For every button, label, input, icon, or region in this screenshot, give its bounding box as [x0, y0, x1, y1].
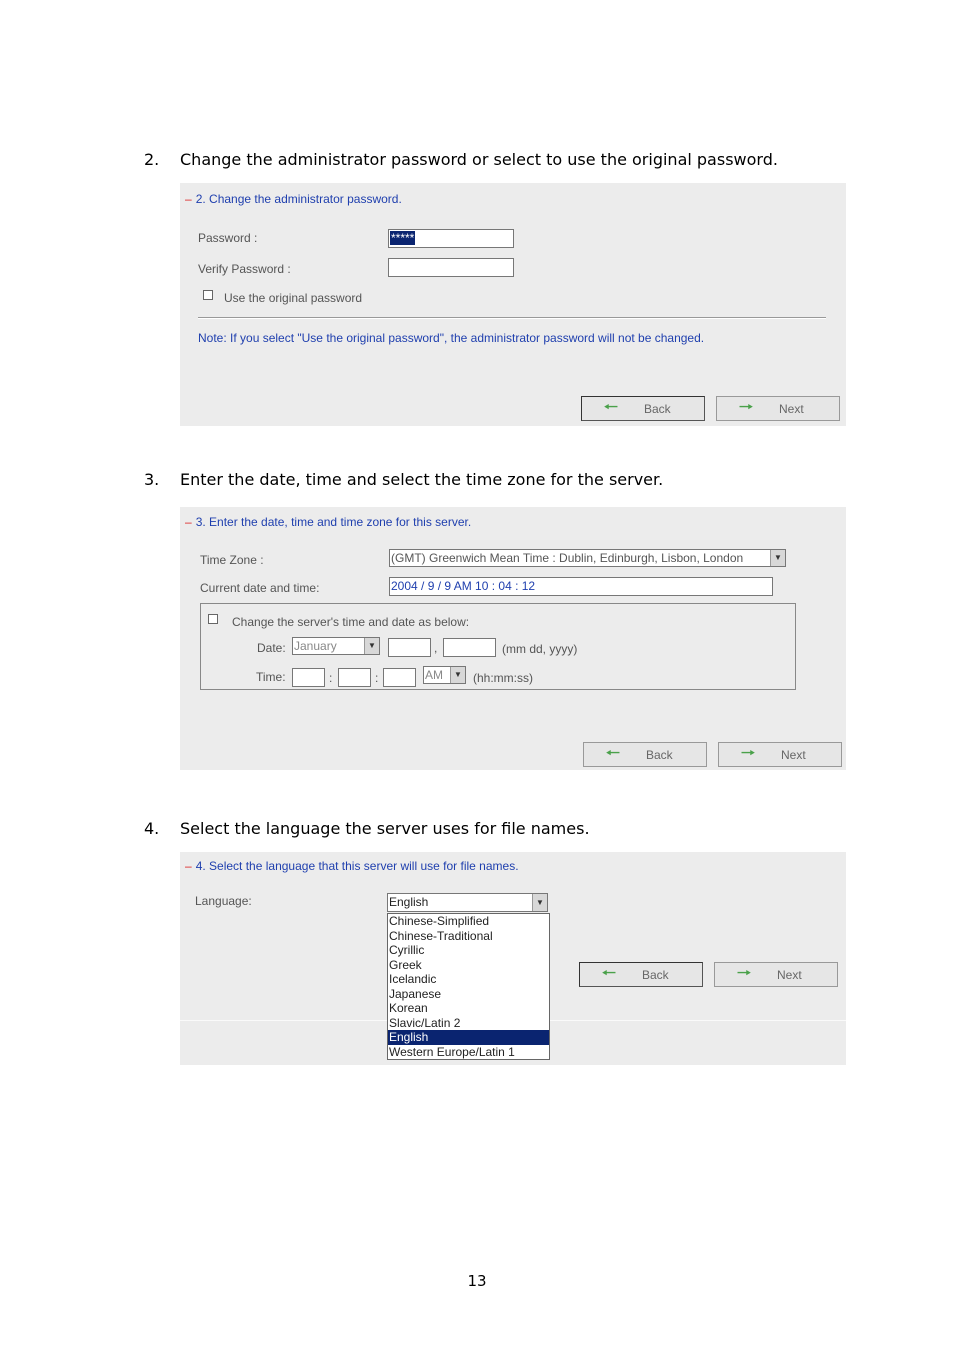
chevron-down-icon[interactable]: ▼	[770, 550, 785, 566]
next-button[interactable]	[714, 962, 838, 987]
date-label: Date:	[257, 641, 286, 655]
time-separator: :	[329, 671, 333, 685]
panel-title	[185, 192, 402, 206]
collapse-icon[interactable]: –	[185, 515, 192, 529]
list-item[interactable]: Slavic/Latin 2	[389, 1015, 461, 1030]
time-format-hint: (hh:mm:ss)	[473, 671, 533, 685]
list-item[interactable]: Cyrillic	[389, 943, 425, 957]
back-button[interactable]	[579, 962, 703, 987]
month-select[interactable]	[292, 637, 380, 655]
language-label: Language:	[195, 894, 252, 908]
next-label: Next	[779, 402, 804, 416]
divider	[198, 317, 826, 319]
second-input[interactable]	[383, 668, 416, 687]
list-item[interactable]: Chinese-Simplified	[389, 914, 490, 928]
collapse-icon[interactable]: –	[185, 192, 192, 206]
date-separator: ,	[434, 641, 438, 655]
next-label: Next	[781, 748, 806, 762]
password-panel	[180, 183, 846, 426]
arrow-left-icon: 🠐	[602, 965, 616, 982]
next-button[interactable]	[718, 742, 842, 767]
hour-input[interactable]	[292, 668, 325, 687]
arrow-left-icon: 🠐	[606, 745, 620, 762]
panel-title-text: 2. Change the administrator password.	[195, 192, 402, 206]
next-button[interactable]	[716, 396, 840, 421]
day-input[interactable]	[388, 638, 431, 657]
back-button[interactable]	[581, 396, 705, 421]
list-item[interactable]: Icelandic	[389, 972, 437, 986]
back-label: Back	[646, 748, 673, 762]
change-datetime-label: Change the server's time and date as below:	[232, 615, 470, 629]
arrow-right-icon: 🠒	[739, 399, 753, 416]
arrow-right-icon: 🠒	[737, 965, 751, 982]
month-value: January	[294, 639, 337, 653]
current-datetime-field[interactable]: 2004 / 9 / 9 AM 10 : 04 : 12	[389, 577, 773, 596]
use-original-label: Use the original password	[224, 291, 363, 305]
page-number: 13	[467, 1272, 487, 1290]
change-datetime-checkbox[interactable]	[208, 614, 218, 624]
list-item-selected[interactable]: English	[388, 1030, 549, 1045]
list-item[interactable]: Chinese-Traditional	[389, 928, 493, 943]
step-3-number: 3.	[144, 470, 160, 489]
password-label: Password :	[198, 231, 258, 245]
current-datetime-label: Current date and time:	[200, 581, 320, 595]
list-item[interactable]: Western Europe/Latin 1	[389, 1044, 515, 1059]
chevron-down-icon[interactable]: ▼	[364, 638, 379, 654]
language-dropdown-list[interactable]	[387, 913, 550, 1060]
verify-password-input[interactable]	[388, 258, 514, 277]
chevron-down-icon[interactable]: ▼	[450, 667, 465, 683]
datetime-panel	[180, 507, 846, 770]
arrow-left-icon: 🠐	[604, 399, 618, 416]
chevron-down-icon[interactable]: ▼	[532, 894, 547, 911]
list-item[interactable]: Greek	[389, 957, 422, 972]
time-label: Time:	[256, 670, 286, 684]
panel-title-text: 3. Enter the date, time and time zone for this server.	[195, 515, 472, 529]
back-label: Back	[644, 402, 671, 416]
step-4-number: 4.	[144, 819, 160, 838]
use-original-checkbox[interactable]	[203, 290, 213, 300]
password-value: *****	[391, 231, 415, 245]
next-label: Next	[777, 968, 802, 982]
year-input[interactable]	[443, 638, 496, 657]
ampm-select[interactable]	[423, 666, 466, 684]
list-item[interactable]: Korean	[389, 1001, 428, 1015]
ampm-value: AM	[425, 668, 443, 682]
panel-title	[185, 515, 471, 529]
arrow-right-icon: 🠒	[741, 745, 755, 762]
time-zone-value: (GMT) Greenwich Mean Time : Dublin, Edinburgh, Lisbon, London	[391, 551, 744, 565]
step-4-text: Select the language the server uses for file names.	[180, 819, 590, 838]
language-value: English	[389, 895, 429, 909]
step-3-text: Enter the date, time and select the time zone for the server.	[180, 470, 664, 489]
language-panel	[180, 852, 846, 1065]
date-format-hint: (mm dd, yyyy)	[502, 642, 578, 656]
list-item[interactable]: Japanese	[389, 986, 442, 1001]
note-text: Note: If you select "Use the original password", the administrator password will not be changed.	[198, 331, 705, 345]
minute-input[interactable]	[338, 668, 371, 687]
time-separator: :	[375, 671, 379, 685]
change-datetime-group	[200, 603, 796, 690]
step-2-number: 2.	[144, 150, 160, 169]
time-zone-select[interactable]	[389, 549, 786, 567]
collapse-icon[interactable]: –	[185, 859, 192, 873]
panel-title-text: 4. Select the language that this server will use for file names.	[195, 859, 519, 873]
time-zone-label: Time Zone :	[200, 553, 264, 567]
verify-password-label: Verify Password :	[198, 262, 291, 276]
panel-title	[185, 859, 519, 873]
language-select[interactable]	[387, 893, 548, 912]
step-2-text: Change the administrator password or select to use the original password.	[180, 150, 778, 169]
back-button[interactable]	[583, 742, 707, 767]
back-label: Back	[642, 968, 669, 982]
password-input[interactable]	[388, 229, 514, 248]
